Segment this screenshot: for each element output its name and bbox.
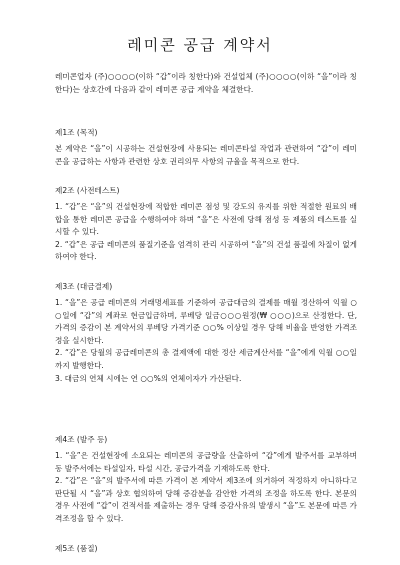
article-paragraph: 2. “갑”은 공급 레미콘의 품질기준을 엄격히 관리 시공하여 “을”의 건설 품질에 차질이 없게 하여야 한다. (55, 239, 357, 262)
article-heading: 제5조 (품질) (55, 544, 98, 553)
article-heading: 제2조 (사전테스트) (55, 186, 120, 195)
document-title: 레미콘 공급 계약서 (127, 36, 273, 54)
article-paragraph: 2. “갑”은 당월의 공급레미콘의 총 결제액에 대한 정산 세금계산서를 “을”에게 익월 ○○일까지 발행한다. (55, 348, 357, 370)
article-heading: 제1조 (목적) (55, 128, 98, 137)
article-2 (55, 186, 357, 264)
article-paragraph: 3. 대금의 연체 시에는 연 ○○%의 연체이자가 가산된다. (55, 373, 242, 383)
article-1 (55, 128, 357, 168)
article-heading: 제4조 (발주 등) (55, 435, 108, 444)
article-paragraph: 2. “갑”은 “을”의 발주서에 따른 가격이 본 계약서 제3조에 의거하여 적정하지 아니하다고 판단될 시 “을”과 상호 협의하여 당해 증감분을 감안한 가격의 조정을 하도록 한다. 본문의 경우 사전에 “갑”이 견적서를 제출하는 경우 당해 증감사유의 발생시 “을”도 본문에 따른 가격조정을 할 수 있다. (55, 476, 357, 523)
intro-paragraph: 레미콘업자 (주)○○○○(이하 “갑”이라 칭한다)와 건설업체 (주)○○○○(이하 “을”이라 칭한다)는 상호간에 다음과 같이 레미콘 공급 계약을 체결한다. (55, 72, 357, 94)
article-heading: 제3조 (대금결제) (55, 282, 113, 291)
article-paragraph: 1. “갑”은 “을”의 건설현장에 적합한 레미콘 점성 및 강도의 유지를 위한 적절한 원료의 배합을 통한 레미콘 공급을 수행하여야 하며 “을”은 사전에 당해 점성 등 제품의 테스트를 실시할 수 있다. (55, 202, 357, 237)
article-4 (55, 435, 357, 526)
article-paragraph: 1. “을”은 건설현장에 소요되는 레미콘의 공급량을 산출하여 “갑”에게 발주서를 교부하며 동 발주서에는 타설일자, 타설 시간, 공급가격을 기재하도록 한다. (55, 451, 357, 473)
article-paragraph: 1. “을”은 공급 레미콘의 거래명세표를 기준하여 공급대금의 결제를 매월 정산하여 익월 ○○일에 “갑”의 계좌로 현금입금하며, 루베당 일금○○○원정(₩ ○○○)으로 산정한다. 단, 가격의 증감이 본 계약서의 루베당 가격기준 ○○% 이상일 경우 당해 비율을 반영한 가격조정을 실시한다. (55, 298, 357, 345)
article-3 (55, 282, 357, 385)
article-5 (55, 544, 357, 559)
article-paragraph: 본 계약은 “을”이 시공하는 건설현장에 사용되는 레미콘타설 작업과 관련하여 “갑”이 레미콘을 공급하는 사항과 관련한 상호 권리의무 사항의 규율을 목적으로 한다. (55, 144, 357, 166)
